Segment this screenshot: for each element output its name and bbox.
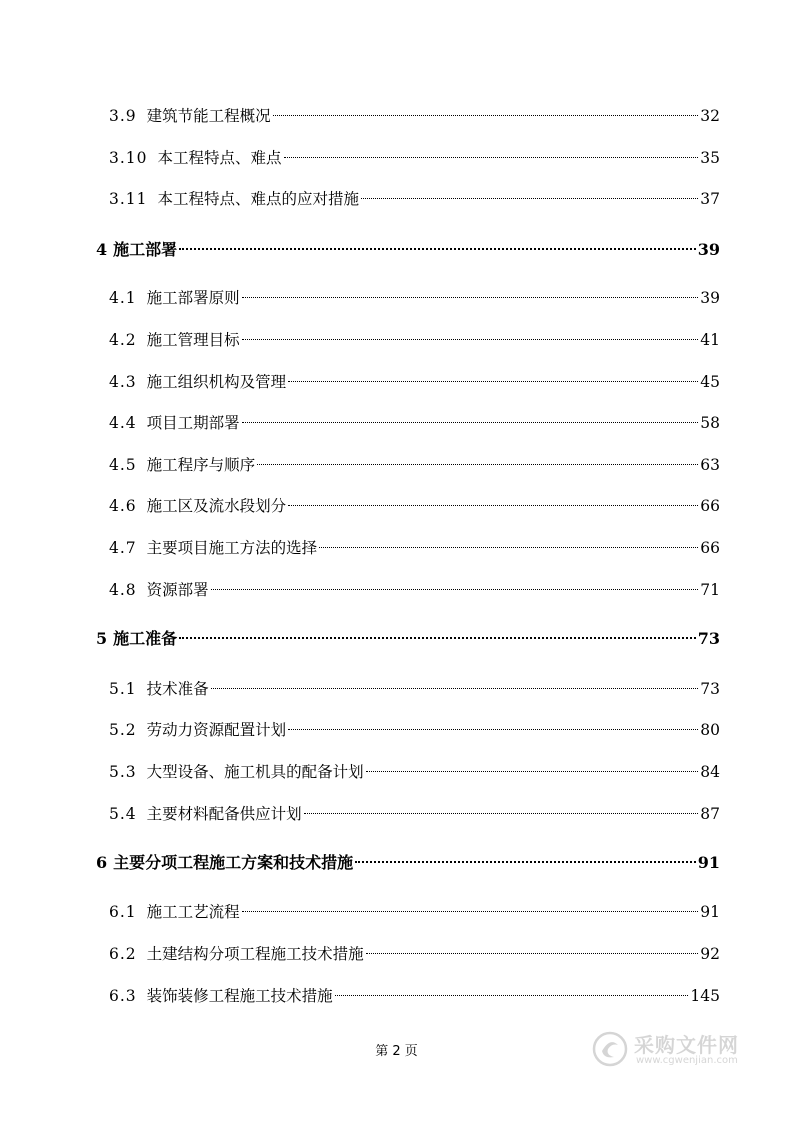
toc-chapter-4[interactable]: [96, 238, 720, 262]
toc-entry-title: 主要项目施工方法的选择: [146, 539, 318, 557]
watermark-name: 采购文件网: [634, 1033, 739, 1057]
toc-entry-4-2[interactable]: [109, 328, 720, 352]
toc-entry-number: 6.1: [109, 903, 137, 921]
dot-leader: [242, 297, 699, 298]
toc-entry-page: 66: [700, 497, 720, 515]
toc-entry-6-2[interactable]: [109, 942, 720, 966]
dot-leader: [288, 381, 698, 382]
toc-entry-page: 58: [700, 414, 720, 432]
toc-entry-number: 5.2: [109, 721, 137, 739]
toc-entry-page: 39: [697, 240, 720, 259]
toc-entry-page: 92: [700, 945, 720, 963]
toc-entry-page: 87: [700, 805, 720, 823]
toc-entry-4-4[interactable]: [109, 411, 720, 435]
toc-entry-title: 技术准备: [146, 680, 209, 698]
toc-entry-page: 45: [700, 373, 720, 391]
dot-leader: [288, 729, 698, 730]
dot-leader: [304, 813, 699, 814]
toc-chapter-5[interactable]: [96, 627, 720, 651]
toc-entry-3-10[interactable]: [109, 146, 720, 170]
toc-entry-number: 4.8: [109, 581, 137, 599]
toc-entry-title: 施工部署原则: [146, 289, 240, 307]
dot-leader: [335, 995, 689, 996]
toc-entry-number: 4.7: [109, 539, 137, 557]
watermark-logo-icon: [592, 1031, 628, 1067]
toc-entry-title: 主要分项工程施工方案和技术措施: [113, 853, 354, 872]
toc-entry-title: 建筑节能工程概况: [146, 107, 271, 125]
dot-leader: [355, 861, 696, 863]
page-number-footer: 第 2 页: [375, 1044, 418, 1059]
toc-entry-number: 4.2: [109, 331, 137, 349]
toc-entry-5-3[interactable]: [109, 760, 720, 784]
toc-entry-number: 6.3: [109, 987, 137, 1005]
toc-entry-page: 73: [697, 629, 720, 648]
toc-entry-number: 4.5: [109, 456, 137, 474]
dot-leader: [242, 422, 699, 423]
toc-chapter-6[interactable]: [96, 851, 720, 875]
toc-entry-number: 4.3: [109, 373, 137, 391]
toc-entry-title: 土建结构分项工程施工技术措施: [146, 945, 364, 963]
toc-entry-number: 4.1: [109, 289, 137, 307]
toc-entry-title: 施工区及流水段划分: [146, 497, 287, 515]
dot-leader: [242, 911, 699, 912]
toc-entry-5-2[interactable]: [109, 718, 720, 742]
toc-entry-number: 5.3: [109, 763, 137, 781]
toc-entry-title: 资源部署: [146, 581, 209, 599]
dot-leader: [179, 248, 696, 250]
toc-entry-number: 6: [96, 853, 108, 872]
toc-entry-page: 84: [700, 763, 720, 781]
watermark: [592, 1025, 752, 1075]
toc-entry-page: 91: [700, 903, 720, 921]
dot-leader: [288, 505, 698, 506]
toc-entry-page: 145: [690, 987, 720, 1005]
dot-leader: [319, 547, 698, 548]
toc-entry-5-4[interactable]: [109, 802, 720, 826]
dot-leader: [179, 637, 696, 639]
toc-entry-number: 4.4: [109, 414, 137, 432]
toc-entry-3-11[interactable]: [109, 187, 720, 211]
toc-entry-title: 主要材料配备供应计划: [146, 805, 302, 823]
toc-entry-page: 37: [700, 190, 720, 208]
toc-entry-number: 4.6: [109, 497, 137, 515]
toc-entry-title: 施工组织机构及管理: [146, 373, 287, 391]
dot-leader: [211, 688, 699, 689]
toc-entry-number: 3.10: [109, 149, 148, 167]
toc-entry-number: 3.9: [109, 107, 137, 125]
toc-entry-4-3[interactable]: [109, 370, 720, 394]
toc-entry-4-6[interactable]: [109, 494, 720, 518]
toc-entry-title: 施工管理目标: [146, 331, 240, 349]
toc-entry-number: 5.1: [109, 680, 137, 698]
watermark-url: www.cgwenjian.com: [636, 1055, 738, 1066]
toc-entry-4-5[interactable]: [109, 453, 720, 477]
toc-entry-page: 41: [700, 331, 720, 349]
toc-entry-number: 6.2: [109, 945, 137, 963]
toc-entry-title: 施工程序与顺序: [146, 456, 256, 474]
dot-leader: [361, 198, 698, 199]
toc-entry-title: 施工部署: [113, 240, 178, 259]
toc-entry-number: 4: [96, 240, 108, 259]
dot-leader: [366, 771, 699, 772]
toc-entry-6-3[interactable]: [109, 984, 720, 1008]
toc-entry-number: 5.4: [109, 805, 137, 823]
toc-entry-title: 项目工期部署: [146, 414, 240, 432]
dot-leader: [211, 589, 699, 590]
toc-entry-title: 施工准备: [113, 629, 178, 648]
toc-entry-page: 35: [700, 149, 720, 167]
toc-entry-title: 本工程特点、难点: [157, 149, 282, 167]
toc-entry-title: 本工程特点、难点的应对措施: [157, 190, 360, 208]
toc-entry-title: 大型设备、施工机具的配备计划: [146, 763, 364, 781]
toc-entry-title: 劳动力资源配置计划: [146, 721, 287, 739]
toc-entry-number: 5: [96, 629, 108, 648]
toc-entry-6-1[interactable]: [109, 900, 720, 924]
toc-entry-page: 80: [700, 721, 720, 739]
toc-entry-title: 施工工艺流程: [146, 903, 240, 921]
toc-entry-page: 71: [700, 581, 720, 599]
dot-leader: [257, 464, 698, 465]
toc-entry-5-1[interactable]: [109, 677, 720, 701]
toc-entry-page: 66: [700, 539, 720, 557]
dot-leader: [284, 157, 699, 158]
toc-entry-title: 装饰装修工程施工技术措施: [146, 987, 333, 1005]
toc-entry-4-7[interactable]: [109, 536, 720, 560]
dot-leader: [366, 953, 699, 954]
toc-entry-3-9[interactable]: [109, 104, 720, 128]
toc-entry-4-1[interactable]: [109, 286, 720, 310]
dot-leader: [242, 339, 699, 340]
toc-entry-page: 91: [697, 853, 720, 872]
toc-entry-number: 3.11: [109, 190, 148, 208]
toc-entry-page: 32: [700, 107, 720, 125]
toc-entry-4-8[interactable]: [109, 578, 720, 602]
toc-entry-page: 39: [700, 289, 720, 307]
dot-leader: [273, 115, 699, 116]
toc-entry-page: 73: [700, 680, 720, 698]
toc-entry-page: 63: [700, 456, 720, 474]
